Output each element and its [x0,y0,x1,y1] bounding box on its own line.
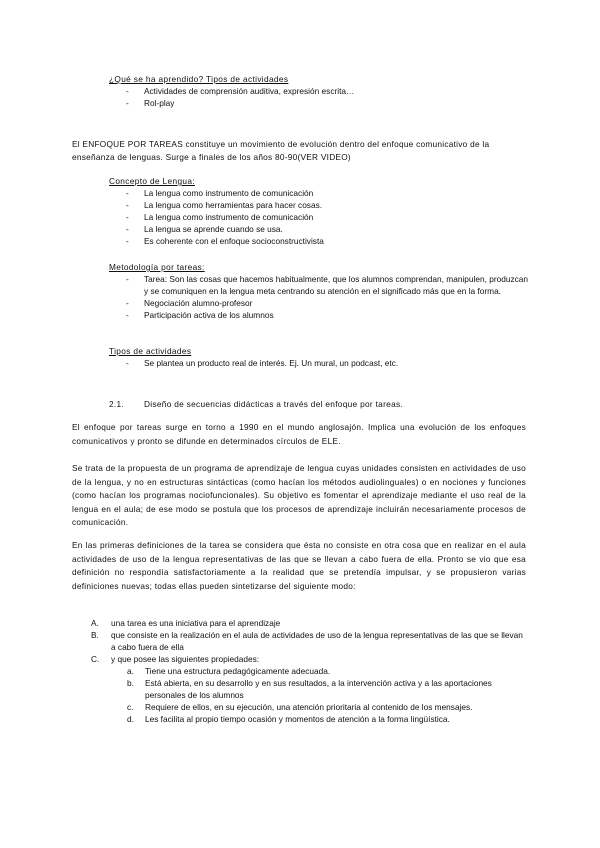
list-marker: a. [127,666,134,676]
list-item-text: Requiere de ellos, en su ejecución, una atención prioritaria al contenido de los mensajes. [145,702,473,712]
list-item-text: La lengua como instrumento de comunicación [144,188,314,198]
list-item-text: Está abierta, en su desarrollo y en sus resultados, a la intervención activa y a las aportaciones personales de los alumnos [145,678,492,700]
list-item: - Negociación alumno-profesor [126,298,253,308]
list-marker: B. [91,630,99,640]
list-item: - La lengua como instrumento de comunicación [126,188,314,198]
list-marker: b. [127,678,134,688]
section-title: Diseño de secuencias didácticas a través del enfoque por tareas. [144,399,404,409]
list-item: - Actividades de comprensión auditiva, expresión escrita… [126,86,355,96]
list-item: - Se plantea un producto real de interés. Ej. Un mural, un podcast, etc. [126,358,399,368]
list-item-text: Tarea: Son las cosas que hacemos habitualmente, que los alumnos comprendan, manipulen, produzcan y se comuniquen en la lengua meta centrando su atención en el significado más que en la forma. [144,274,528,296]
section-heading: Metodología por tareas: [109,262,205,272]
list-item-text: Se plantea un producto real de interés. Ej. Un mural, un podcast, etc. [144,358,399,368]
list-item-text: que consiste en la realización en el aula de actividades de uso de la lengua representativas de las que se llevan a cabo fuera de ella [111,630,523,652]
list-item-text: Actividades de comprensión auditiva, expresión escrita… [144,86,355,96]
list-item-text: Participación activa de los alumnos [144,310,274,320]
paragraph: Se trata de la propuesta de un programa de aprendizaje de lengua cuyas unidades consisten en actividades de uso de la lengua, y no en estructuras sintácticas (como hacían los métodos audiolinguales) o en nociones y funciones (como hacían los programas nociofuncionales). Su objetivo es fomentar el aprendizaje mediante el uso real de la lengua en el aula; de ese modo se postula que los procesos de aprendizaje incluirán necesariamente procesos de comunicación. [72,463,526,527]
intro-paragraph: El ENFOQUE POR TAREAS constituye un movimiento de evolución dentro del enfoque comunicativo de la enseñanza de lenguas. Surge a finales de los años 80-90(VER VIDEO) [72,139,490,162]
list-item-text: y que posee las siguientes propiedades: [111,654,260,664]
section-heading: Tipos de actividades [109,346,192,356]
list-marker: A. [91,618,99,628]
paragraph: En las primeras definiciones de la tarea se considera que ésta no consiste en otra cosa que en realizar en el aula actividades de uso de la lengua representativas de las que se llevan a cabo fuera de ella. Pronto se vio que esa definición no respondía satisfactoriamente a la realidad que se pretendía impulsar, y se propusieron varias definiciones nuevas; todas ellas pueden sintetizarse del siguiente modo: [72,540,526,591]
list-item-text: Negociación alumno-profesor [144,298,253,308]
list-item: - Tarea: Son las cosas que hacemos habitualmente, que los alumnos comprendan, manipulen, produzcan y se comuniquen en la lengua meta centrando su atención en el significado más que en la forma. [126,274,528,296]
list-item-text: La lengua se aprende cuando se usa. [144,224,283,234]
list-item [127,701,527,713]
section-number: 2.1. [109,399,125,409]
list-item [127,677,527,701]
list-item: - La lengua como herramientas para hacer cosas. [126,200,323,210]
list-item [127,713,527,725]
list-item-text: Les facilita al propio tiempo ocasión y momentos de atención a la forma lingüística. [145,714,450,724]
list-item: - Participación activa de los alumnos [126,310,274,320]
list-marker: C. [91,654,100,664]
list-marker: c. [127,702,134,712]
list-item [127,665,527,677]
section-aprendido [109,73,529,109]
list-item-text: Tiene una estructura pedagógicamente adecuada. [145,666,331,676]
list-item-text: Es coherente con el enfoque socioconstructivista [144,236,324,246]
section-concepto [109,175,529,247]
paragraph: El enfoque por tareas surge en torno a 1990 en el mundo anglosajón. Implica una evolución de los enfoques comunicativos y pronto se difunde en determinados círculos de ELE. [72,422,526,446]
list-item [91,653,527,665]
section-2-1-heading [109,398,529,410]
list-item-text: La lengua como herramientas para hacer cosas. [144,200,323,210]
list-item [91,617,527,629]
list-item-text: Rol-play [144,98,175,108]
list-item: - La lengua como instrumento de comunicación [126,212,314,222]
section-metodologia [109,261,528,321]
section-heading: ¿Qué se ha aprendido? Tipos de actividades [109,74,289,84]
definition-list [91,617,527,725]
list-item: - La lengua se aprende cuando se usa. [126,224,283,234]
section-tipos [109,345,529,369]
list-item-text: La lengua como instrumento de comunicación [144,212,314,222]
list-marker: d. [127,714,134,724]
list-item: - Rol-play [126,98,175,108]
section-heading: Concepto de Lengua: [109,176,195,186]
list-item: - Es coherente con el enfoque socioconstructivista [126,236,324,246]
list-item-text: una tarea es una iniciativa para el aprendizaje [111,618,281,628]
list-item [91,629,527,653]
